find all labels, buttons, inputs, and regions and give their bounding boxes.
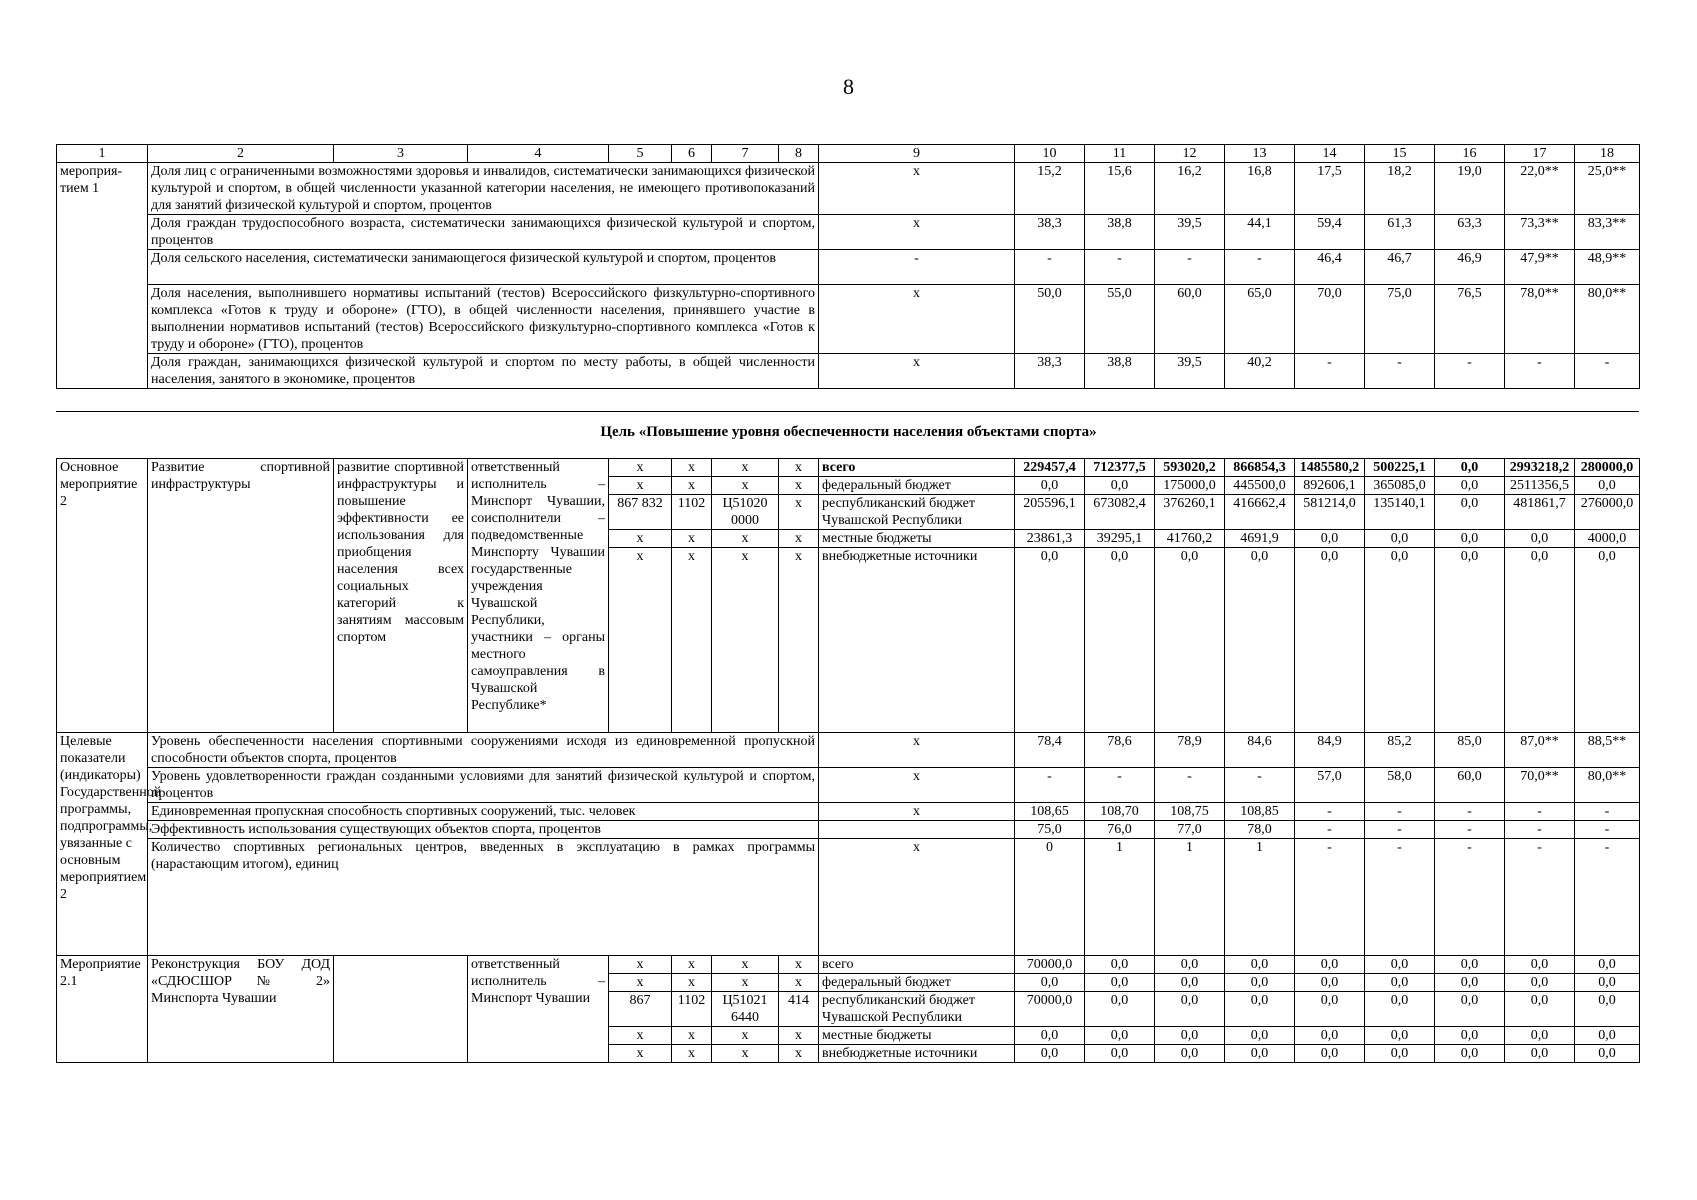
value-cell: 481861,7 [1505,495,1575,530]
code-cell: x [779,477,819,495]
value-cell: 38,3 [1015,215,1085,250]
value-cell: 445500,0 [1225,477,1295,495]
indicator-text: Доля граждан трудоспособного возраста, систематически занимающихся физической культурой и спортом, процентов [148,215,819,250]
value-cell: 416662,4 [1225,495,1295,530]
value-cell: 4000,0 [1575,530,1640,548]
value-cell: - [1365,803,1435,821]
value-cell: 65,0 [1225,285,1295,354]
value-cell: 0,0 [1575,548,1640,733]
value-cell: - [1575,354,1640,389]
value-cell: 60,0 [1435,768,1505,803]
value-cell: 0,0 [1435,1027,1505,1045]
code-cell: x [712,956,779,974]
value-cell: 78,6 [1085,733,1155,768]
value-cell: 892606,1 [1295,477,1365,495]
value-cell: - [1575,839,1640,956]
value-cell: 23861,3 [1015,530,1085,548]
value-cell: 376260,1 [1155,495,1225,530]
code-cell: 867 832 [609,495,672,530]
indicator-text: Уровень удовлетворенности граждан созданными условиями для занятий физической культурой и спортом, процентов [148,768,819,803]
code-cell: x [672,477,712,495]
activity-label: Мероприятие 2.1 [57,956,148,1063]
code-cell: x [779,956,819,974]
value-cell: 55,0 [1085,285,1155,354]
value-cell: 2511356,5 [1505,477,1575,495]
column-number: 11 [1085,145,1155,163]
value-cell: - [1505,354,1575,389]
code-cell: Ц51020 0000 [712,495,779,530]
code-cell: x [672,530,712,548]
indicator-text: Эффективность использования существующих объектов спорта, процентов [148,821,819,839]
column-number: 4 [468,145,609,163]
code-cell: x [609,956,672,974]
value-cell: - [1575,821,1640,839]
value-cell: 0,0 [1575,956,1640,974]
page-number: 8 [843,74,854,99]
value-cell: 0,0 [1575,477,1640,495]
value-cell: 1 [1085,839,1155,956]
value-cell: 0,0 [1015,1027,1085,1045]
value-cell: 85,2 [1365,733,1435,768]
value-cell: - [1365,354,1435,389]
value-cell: 0,0 [1505,548,1575,733]
value-cell: 38,8 [1085,215,1155,250]
indicator-text: Единовременная пропускная способность спортивных сооружений, тыс. человек [148,803,819,821]
column-number: 2 [148,145,334,163]
value-cell: 38,8 [1085,354,1155,389]
value-cell: 84,9 [1295,733,1365,768]
indicator-row [57,163,1640,215]
value-cell: 0,0 [1505,1027,1575,1045]
value-cell: 0,0 [1015,1045,1085,1063]
value-cell: 0,0 [1015,477,1085,495]
value-cell: 17,5 [1295,163,1365,215]
code-cell: Ц51021 6440 [712,992,779,1027]
responsible-party: ответственный исполнитель – Минспорт Чувашии, соисполнители – подведомственные Минспорту Чувашии государственные учреждения Чувашской Республики, участники – органы местного самоуправления в Чувашской Республике* [468,459,609,733]
code-cell: x [779,548,819,733]
value-cell: - [1505,821,1575,839]
value-cell: 0,0 [1435,992,1505,1027]
code-cell: x [672,1027,712,1045]
value-cell: x [819,803,1015,821]
code-cell: x [672,974,712,992]
value-cell: 39,5 [1155,215,1225,250]
code-cell: 414 [779,992,819,1027]
value-cell: 15,6 [1085,163,1155,215]
value-cell: 0,0 [1085,992,1155,1027]
column-number: 6 [672,145,712,163]
value-cell: x [819,839,1015,956]
value-cell: 0,0 [1225,1027,1295,1045]
value-cell: 0,0 [1155,1027,1225,1045]
value-cell: 63,3 [1435,215,1505,250]
value-cell: 87,0** [1505,733,1575,768]
value-cell: 18,2 [1365,163,1435,215]
indicator-row [57,839,1640,956]
value-cell: 80,0** [1575,768,1640,803]
value-cell: - [1155,768,1225,803]
code-cell: x [609,1027,672,1045]
value-cell: 39295,1 [1085,530,1155,548]
code-cell: x [779,1027,819,1045]
value-cell: 581214,0 [1295,495,1365,530]
value-cell: 0,0 [1435,548,1505,733]
value-cell: 0,0 [1085,477,1155,495]
column-number: 16 [1435,145,1505,163]
value-cell: - [1365,821,1435,839]
indicator-text: Количество спортивных региональных центров, введенных в эксплуатацию в рамках программы (нарастающим итогом), единиц [148,839,819,956]
empty-cell [334,956,468,1063]
funding-source: республиканский бюджет Чувашской Республики [819,495,1015,530]
value-cell: - [1435,839,1505,956]
code-cell: x [712,530,779,548]
value-cell: 19,0 [1435,163,1505,215]
column-number: 9 [819,145,1015,163]
value-cell: - [1505,839,1575,956]
value-cell: 229457,4 [1015,459,1085,477]
code-cell: x [672,956,712,974]
code-cell: 1102 [672,495,712,530]
value-cell: 712377,5 [1085,459,1155,477]
value-cell: 47,9** [1505,250,1575,285]
value-cell: 0,0 [1435,956,1505,974]
value-cell: 0,0 [1155,548,1225,733]
value-cell: 44,1 [1225,215,1295,250]
program-table [56,458,1640,1063]
value-cell: 0,0 [1575,992,1640,1027]
column-number: 10 [1015,145,1085,163]
funding-source: всего [819,956,1015,974]
value-cell: 0,0 [1505,1045,1575,1063]
indicator-row [57,215,1640,250]
finance-row [57,459,1640,477]
indicator-row [57,768,1640,803]
value-cell: 75,0 [1365,285,1435,354]
funding-source: внебюджетные источники [819,548,1015,733]
value-cell: 280000,0 [1575,459,1640,477]
value-cell: 38,3 [1015,354,1085,389]
column-number: 8 [779,145,819,163]
value-cell: 205596,1 [1015,495,1085,530]
value-cell: 73,3** [1505,215,1575,250]
column-number: 18 [1575,145,1640,163]
value-cell: 0,0 [1295,1045,1365,1063]
value-cell: 0,0 [1295,1027,1365,1045]
value-cell: 0,0 [1085,974,1155,992]
value-cell: 0,0 [1575,1027,1640,1045]
column-number: 3 [334,145,468,163]
value-cell: - [1085,768,1155,803]
value-cell: 50,0 [1015,285,1085,354]
value-cell: 61,3 [1365,215,1435,250]
value-cell: 78,0 [1225,821,1295,839]
code-cell: x [672,459,712,477]
value-cell: 59,4 [1295,215,1365,250]
value-cell: - [1225,250,1295,285]
value-cell: 0,0 [1365,1045,1435,1063]
funding-source: местные бюджеты [819,1027,1015,1045]
value-cell: 0,0 [1435,530,1505,548]
value-cell: 78,0** [1505,285,1575,354]
indicator-row [57,285,1640,354]
funding-source: республиканский бюджет Чувашской Республики [819,992,1015,1027]
value-cell: 0,0 [1085,548,1155,733]
value-cell: 0,0 [1295,548,1365,733]
value-cell: 16,8 [1225,163,1295,215]
indicator-row [57,250,1640,285]
value-cell: - [1085,250,1155,285]
value-cell: - [1015,250,1085,285]
value-cell: 70,0** [1505,768,1575,803]
value-cell: 1485580,2 [1295,459,1365,477]
value-cell: 0,0 [1225,992,1295,1027]
value-cell: 0,0 [1155,956,1225,974]
finance-row [57,956,1640,974]
indicator-text: Доля сельского населения, систематически занимающегося физической культурой и спортом, процентов [148,250,819,285]
value-cell: 76,0 [1085,821,1155,839]
column-number: 17 [1505,145,1575,163]
value-cell: 0,0 [1015,548,1085,733]
value-cell: 0,0 [1295,974,1365,992]
value-cell: 0,0 [1295,992,1365,1027]
funding-source: местные бюджеты [819,530,1015,548]
value-cell: 48,9** [1575,250,1640,285]
value-cell: 60,0 [1155,285,1225,354]
value-cell: 0,0 [1295,530,1365,548]
value-cell: - [1295,821,1365,839]
value-cell: 0,0 [1505,992,1575,1027]
value-cell: - [1225,768,1295,803]
indicator-text: Доля лиц с ограниченными возможностями здоровья и инвалидов, систематически занимающихся физической культурой и спортом, в общей численности указанной категории населения, не имеющего противопоказаний для занятий физической культурой и спортом, процентов [148,163,819,215]
indicator-row [57,354,1640,389]
value-cell: 0,0 [1015,974,1085,992]
indicator-text: Доля граждан, занимающихся физической культурой и спортом по месту работы, в общей численности населения, занятого в экономике, процентов [148,354,819,389]
value-cell: 4691,9 [1225,530,1295,548]
code-cell: x [712,974,779,992]
column-number: 1 [57,145,148,163]
activity-goal: развитие спортивной инфраструктуры и повышение эффективности ее использования для приобщения населения всех социальных категорий к занятиям массовым спортом [334,459,468,733]
code-cell: x [712,1045,779,1063]
value-cell: 0,0 [1575,1045,1640,1063]
value-cell: 0,0 [1365,956,1435,974]
value-cell: 16,2 [1155,163,1225,215]
value-cell: 0,0 [1505,974,1575,992]
value-cell: x [819,285,1015,354]
value-cell: 175000,0 [1155,477,1225,495]
value-cell: 500225,1 [1365,459,1435,477]
indicator-text: Доля населения, выполнившего нормативы испытаний (тестов) Всероссийского физкультурно-спортивного комплекса «Готов к труду и обороне» (ГТО), в общей численности населения, принявшего участие в выполнении нормативов испытаний (тестов) Всероссийского физкультурно-спортивного комплекса «Готов к труду и обороне» (ГТО), процентов [148,285,819,354]
value-cell: 135140,1 [1365,495,1435,530]
activity-label: Основное мероприятие 2 [57,459,148,733]
value-cell: 46,9 [1435,250,1505,285]
value-cell: 276000,0 [1575,495,1640,530]
value-cell: 0,0 [1085,1045,1155,1063]
column-number: 7 [712,145,779,163]
code-cell: x [609,1045,672,1063]
value-cell: 0,0 [1435,459,1505,477]
indicator-table [56,144,1640,389]
value-cell: x [819,163,1015,215]
indicator-text: Уровень обеспеченности населения спортивными сооружениями исходя из единовременной пропускной способности объектов спорта, процентов [148,733,819,768]
value-cell: x [819,768,1015,803]
value-cell: 75,0 [1015,821,1085,839]
value-cell: 0,0 [1225,1045,1295,1063]
value-cell: 0,0 [1505,530,1575,548]
value-cell: - [1575,803,1640,821]
value-cell: 0,0 [1365,1027,1435,1045]
value-cell: 0,0 [1225,956,1295,974]
value-cell: 46,4 [1295,250,1365,285]
row-group-label: Целевые показатели (индикаторы) Государственной программы, подпрограммы, увязанные с основным мероприятием 2 [57,733,148,956]
value-cell: 0,0 [1435,974,1505,992]
indicator-row [57,803,1640,821]
value-cell: 83,3** [1575,215,1640,250]
value-cell: 0,0 [1505,956,1575,974]
column-number: 12 [1155,145,1225,163]
value-cell: 108,75 [1155,803,1225,821]
value-cell: 0,0 [1365,992,1435,1027]
code-cell: 1102 [672,992,712,1027]
code-cell: x [712,548,779,733]
value-cell: 70,0 [1295,285,1365,354]
code-cell: x [779,495,819,530]
code-cell: x [609,477,672,495]
value-cell: - [1015,768,1085,803]
value-cell: - [1505,803,1575,821]
value-cell: 84,6 [1225,733,1295,768]
section-divider [56,411,1639,412]
value-cell: 365085,0 [1365,477,1435,495]
value-cell: 0,0 [1575,974,1640,992]
value-cell: - [1435,803,1505,821]
code-cell: x [779,459,819,477]
code-cell: x [779,530,819,548]
indicator-row [57,821,1640,839]
goal-heading: Цель «Повышение уровня обеспеченности населения объектами спорта» [600,424,1097,440]
value-cell: 70000,0 [1015,956,1085,974]
value-cell: 78,4 [1015,733,1085,768]
value-cell: 85,0 [1435,733,1505,768]
code-cell: x [779,1045,819,1063]
value-cell: - [1365,839,1435,956]
indicator-row [57,733,1640,768]
value-cell: 39,5 [1155,354,1225,389]
code-cell: x [609,530,672,548]
code-cell: x [712,477,779,495]
value-cell: - [1155,250,1225,285]
value-cell: x [819,215,1015,250]
value-cell: - [819,250,1015,285]
value-cell: 15,2 [1015,163,1085,215]
value-cell: - [1435,821,1505,839]
responsible-party: ответственный исполнитель – Минспорт Чувашии [468,956,609,1063]
value-cell [819,821,1015,839]
value-cell: 0,0 [1225,974,1295,992]
code-cell: 867 [609,992,672,1027]
column-number: 15 [1365,145,1435,163]
value-cell: x [819,354,1015,389]
value-cell: 866854,3 [1225,459,1295,477]
funding-source: всего [819,459,1015,477]
code-cell: x [779,974,819,992]
value-cell: 40,2 [1225,354,1295,389]
value-cell: - [1295,839,1365,956]
value-cell: 0,0 [1155,992,1225,1027]
value-cell: 108,70 [1085,803,1155,821]
activity-name: Развитие спортивной инфраструктуры [148,459,334,733]
value-cell: 0 [1015,839,1085,956]
value-cell: 0,0 [1365,530,1435,548]
value-cell: 108,65 [1015,803,1085,821]
column-number: 13 [1225,145,1295,163]
value-cell: 77,0 [1155,821,1225,839]
value-cell: 0,0 [1155,1045,1225,1063]
value-cell: 673082,4 [1085,495,1155,530]
value-cell: - [1435,354,1505,389]
code-cell: x [712,459,779,477]
value-cell: 78,9 [1155,733,1225,768]
value-cell: 1 [1155,839,1225,956]
column-number: 14 [1295,145,1365,163]
row-group-label: мероприя-тием 1 [57,163,148,389]
value-cell: 0,0 [1085,956,1155,974]
value-cell: 22,0** [1505,163,1575,215]
code-cell: x [712,1027,779,1045]
value-cell: 0,0 [1435,495,1505,530]
code-cell: x [609,974,672,992]
value-cell: 41760,2 [1155,530,1225,548]
value-cell: 0,0 [1365,548,1435,733]
header-row [57,145,1640,163]
value-cell: - [1295,803,1365,821]
value-cell: 0,0 [1295,956,1365,974]
value-cell: 0,0 [1085,1027,1155,1045]
value-cell: 108,85 [1225,803,1295,821]
code-cell: x [609,459,672,477]
funding-source: внебюджетные источники [819,1045,1015,1063]
code-cell: x [672,548,712,733]
value-cell: - [1295,354,1365,389]
value-cell: 57,0 [1295,768,1365,803]
value-cell: 88,5** [1575,733,1640,768]
value-cell: 0,0 [1365,974,1435,992]
code-cell: x [609,548,672,733]
code-cell: x [672,1045,712,1063]
value-cell: 0,0 [1225,548,1295,733]
value-cell: 46,7 [1365,250,1435,285]
funding-source: федеральный бюджет [819,974,1015,992]
value-cell: 0,0 [1435,1045,1505,1063]
column-number: 5 [609,145,672,163]
value-cell: 58,0 [1365,768,1435,803]
value-cell: 80,0** [1575,285,1640,354]
value-cell: 70000,0 [1015,992,1085,1027]
value-cell: 25,0** [1575,163,1640,215]
activity-name: Реконструкция БОУ ДОД «СДЮСШОР № 2» Минспорта Чувашии [148,956,334,1063]
value-cell: 593020,2 [1155,459,1225,477]
value-cell: 2993218,2 [1505,459,1575,477]
value-cell: x [819,733,1015,768]
value-cell: 1 [1225,839,1295,956]
funding-source: федеральный бюджет [819,477,1015,495]
value-cell: 0,0 [1155,974,1225,992]
value-cell: 76,5 [1435,285,1505,354]
value-cell: 0,0 [1435,477,1505,495]
